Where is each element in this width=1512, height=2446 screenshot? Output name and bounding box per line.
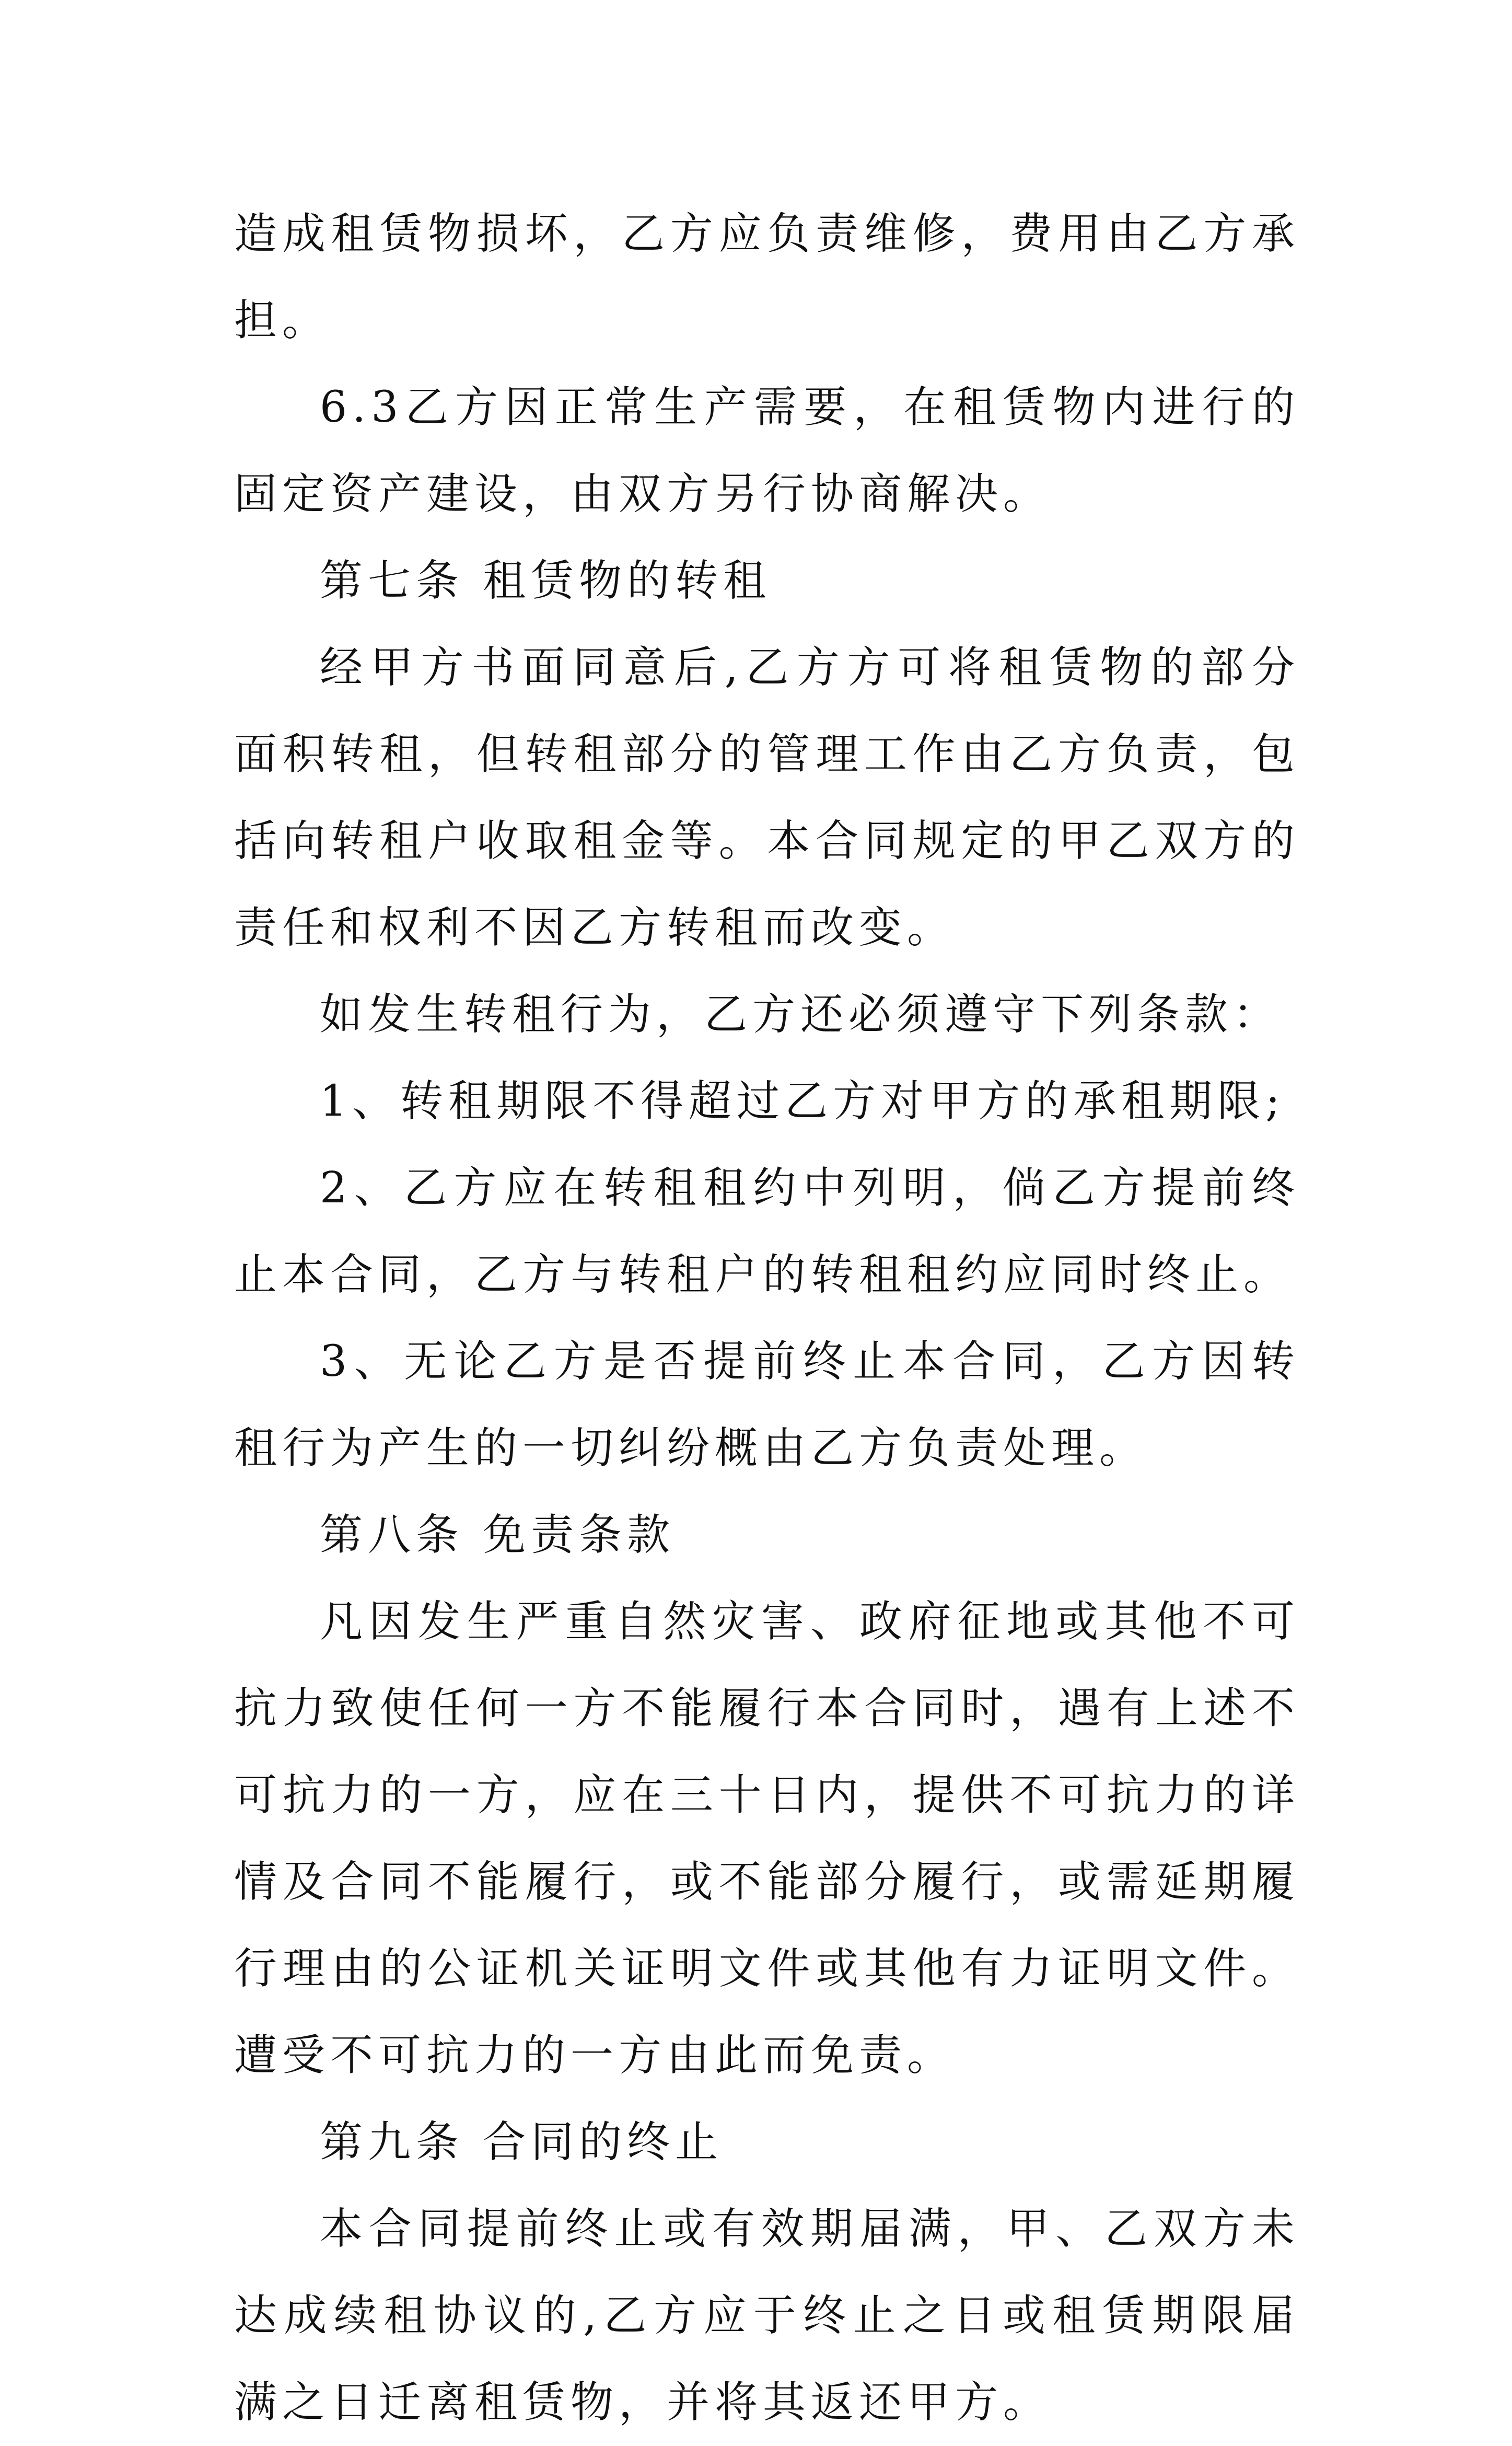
paragraph-sublease-term-2: 2、乙方应在转租租约中列明，倘乙方提前终止本合同，乙方与转租户的转租租约应同时终止。	[234, 1163, 1300, 1300]
article-9-heading: 第九条 合同的终止	[320, 2117, 724, 2167]
paragraph-sublease-consent: 经甲方书面同意后,乙方方可将租赁物的部分面积转租，但转租部分的管理工作由乙方负责，包括向转租户收取租金等。本合同规定的甲乙双方的责任和权利不因乙方转租而改变。	[234, 643, 1300, 953]
paragraph-6-3-fixed-assets: 6.3乙方因正常生产需要，在租赁物内进行的固定资产建设，由双方另行协商解决。	[234, 382, 1300, 519]
article-7-heading: 第七条 租赁物的转租	[320, 556, 772, 606]
paragraph-sublease-term-3: 3、无论乙方是否提前终止本合同，乙方因转租行为产生的一切纠纷概由乙方负责处理。	[234, 1337, 1300, 1473]
document-body	[234, 191, 1300, 2446]
paragraph-force-majeure: 凡因发生严重自然灾害、政府征地或其他不可抗力致使任何一方不能履行本合同时，遇有上述不可抗力的一方，应在三十日内，提供不可抗力的详情及合同不能履行，或不能部分履行，或需延期履行理由的公证机关证明文件或其他有力证明文件。遭受不可抗力的一方由此而免责。	[234, 1597, 1300, 2080]
paragraph-sublease-terms-intro: 如发生转租行为，乙方还必须遵守下列条款：	[320, 990, 1282, 1039]
paragraph-sublease-term-1: 1、转租期限不得超过乙方对甲方的承租期限;	[320, 1076, 1285, 1126]
paragraph-contract-termination: 本合同提前终止或有效期届满，甲、乙双方未达成续租协议的,乙方应于终止之日或租赁期限届满之日迁离租赁物，并将其返还甲方。	[234, 2204, 1300, 2427]
article-8-heading: 第八条 免责条款	[320, 1510, 676, 1560]
paragraph-repair-cost: 造成租赁物损坏，乙方应负责维修，费用由乙方承担。	[234, 209, 1300, 345]
